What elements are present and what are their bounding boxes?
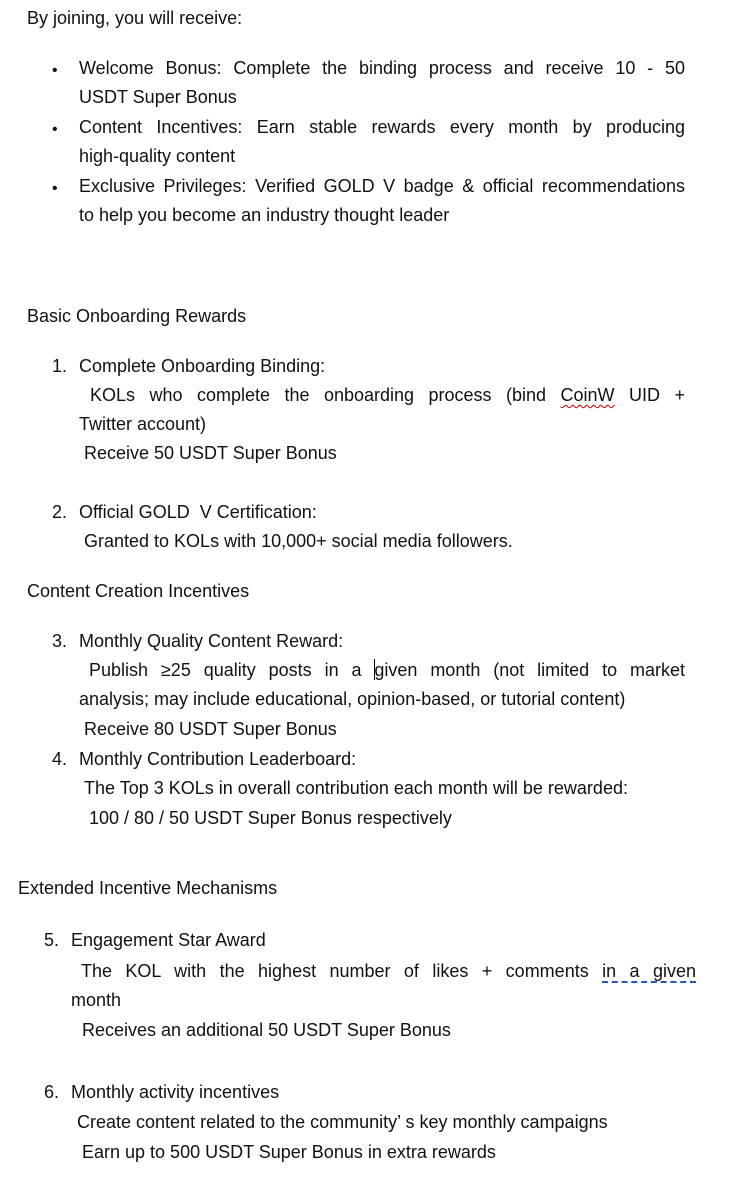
item-title: Monthly Quality Content Reward: [79, 631, 344, 651]
item-title: Official GOLD V Certification: [79, 502, 317, 522]
item-text: Publish ≥25 quality posts in a given month (not limited to market [89, 660, 685, 680]
item-title: Complete Onboarding Binding: [79, 356, 326, 376]
list-item: to help you become an industry thought leader [79, 205, 450, 225]
item-number: 4. [52, 749, 68, 769]
spellcheck-word: CoinW [560, 385, 615, 405]
item-number: 1. [52, 356, 68, 376]
item-title: Engagement Star Award [71, 930, 266, 950]
intro-heading: By joining, you will receive: [27, 8, 243, 28]
list-item: high-quality content [79, 146, 236, 166]
section-heading-basic: Basic Onboarding Rewards [27, 306, 247, 326]
section-heading-extended: Extended Incentive Mechanisms [18, 878, 278, 898]
item-text: Receives an additional 50 USDT Super Bonus [82, 1020, 451, 1040]
list-item: Exclusive Privileges: Verified GOLD V badge & official recommendations [79, 176, 685, 196]
bullet-icon: • [52, 121, 58, 138]
list-item: Welcome Bonus: Complete the binding process and receive 10 - 50 [79, 58, 685, 78]
item-text: KOLs who complete the onboarding process (bind CoinW UID + [90, 385, 685, 405]
item-number: 2. [52, 502, 68, 522]
item-text: The KOL with the highest number of likes + comments in a given [81, 961, 696, 981]
item-text: Receive 80 USDT Super Bonus [84, 719, 337, 739]
item-number: 3. [52, 631, 68, 651]
item-text: month [71, 990, 122, 1010]
item-number: 6. [44, 1082, 60, 1102]
item-text: Create content related to the community’ s key monthly campaigns [77, 1112, 608, 1132]
list-item: Content Incentives: Earn stable rewards every month by producing [79, 117, 685, 137]
list-item: USDT Super Bonus [79, 87, 237, 107]
bullet-icon: • [52, 180, 58, 197]
item-text: 100 / 80 / 50 USDT Super Bonus respectively [89, 808, 452, 828]
item-text: Twitter account) [79, 414, 207, 434]
bullet-icon: • [52, 62, 58, 79]
item-number: 5. [44, 930, 60, 950]
item-text: analysis; may include educational, opinion-based, or tutorial content) [79, 689, 626, 709]
section-heading-content: Content Creation Incentives [27, 581, 250, 601]
grammar-check-phrase: in a given [602, 961, 696, 981]
item-text: Granted to KOLs with 10,000+ social media followers. [84, 531, 513, 551]
item-title: Monthly activity incentives [71, 1082, 280, 1102]
item-title: Monthly Contribution Leaderboard: [79, 749, 357, 769]
item-text: Receive 50 USDT Super Bonus [84, 443, 337, 463]
item-text: Earn up to 500 USDT Super Bonus in extra rewards [82, 1142, 496, 1162]
item-text: The Top 3 KOLs in overall contribution each month will be rewarded: [84, 778, 628, 798]
